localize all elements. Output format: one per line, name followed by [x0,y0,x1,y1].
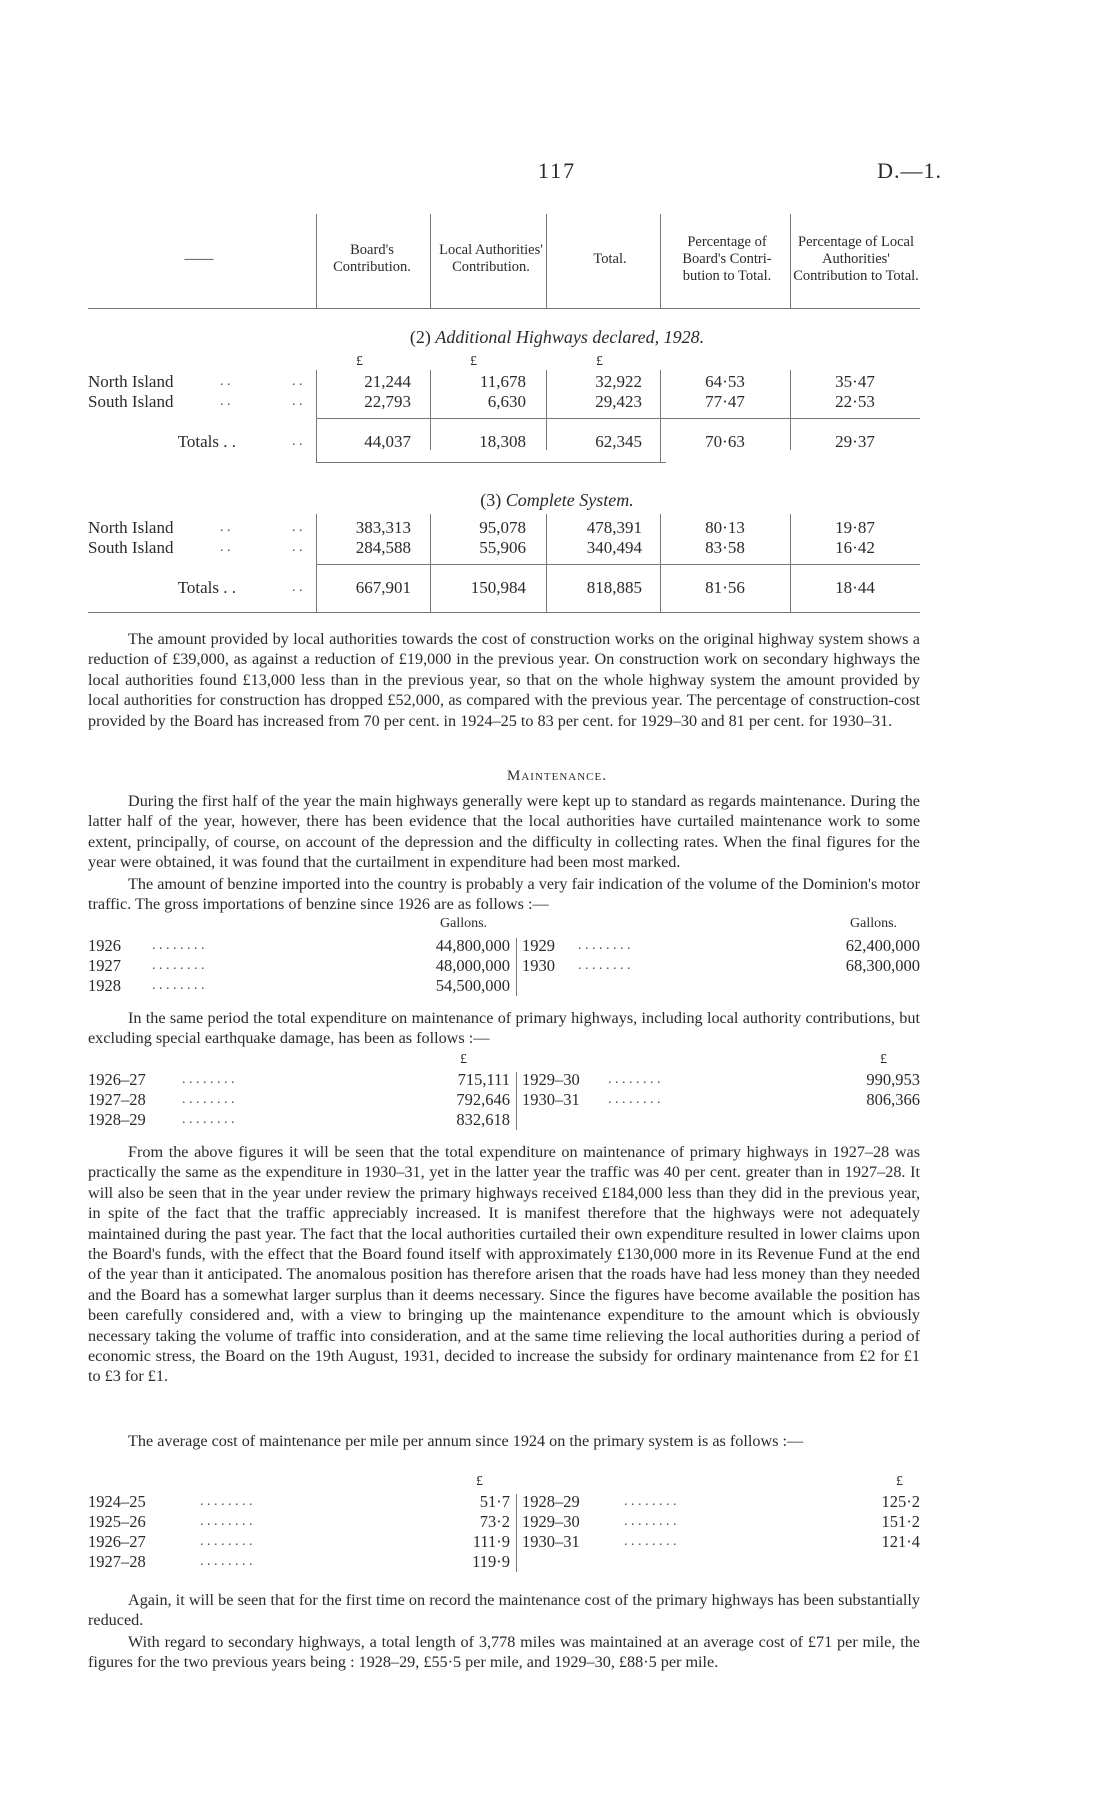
cell-pct-board: 83·58 [705,538,745,557]
leader-dots: . . [292,520,303,535]
divider [790,214,791,308]
unit-label: £ [880,1052,887,1067]
list-item-value: 73·2 [479,1512,510,1531]
document-code: D.—1. [877,158,942,183]
leader-dots: . . [220,394,231,409]
divider [316,418,920,419]
list-item-value: 806,366 [866,1090,920,1109]
paragraph: The amount provided by local authorities towards the cost of construction works on the original highway system shows a reduction of £39,000, as against a reduction of £19,000 in the previous year. On construction work on secondary highways the local authorities found £13,000 less than in the previous year, so that on the whole highway system the amount provided by local authorities for construction has dropped £52,000, as compared with the previous year. The percentage of construction-cost provided by the Board has increased from 70 per cent. in 1924–25 to 83 per cent. for 1929–30 and 81 per cent. for 1930–31. [88,630,920,730]
cell-total: 478,391 [586,518,642,537]
leader-dots: . . . . . . . . [578,938,631,953]
leader-dots: . . . . . . . . [152,958,205,973]
divider [516,1494,517,1572]
cell-boards: 284,588 [355,538,411,557]
leader-dots: . . . . . . . . [608,1092,661,1107]
totals-label: Totals . . [177,578,236,597]
paragraph: In the same period the total expenditure on maintenance of primary highways, including local authority contributions, but excluding special earthquake damage, has been as follows :— [88,1009,920,1048]
divider [546,370,547,450]
leader-dots: . . [292,540,303,555]
leader-dots: . . . . . . . . [182,1072,235,1087]
row-label: South Island [88,538,174,557]
list-item-year: 1930–31 [522,1090,580,1109]
divider [316,462,666,463]
leader-dots: . . [220,520,231,535]
leader-dots: . . . . . . . . [182,1112,235,1127]
list-item-year: 1929–30 [522,1070,580,1089]
divider [546,514,547,612]
cell-boards-total: 667,901 [355,578,411,597]
divider [316,564,920,565]
cell-local-total: 150,984 [470,578,526,597]
leader-dots: . . . . . . . . [624,1534,677,1549]
leader-dots: . . . . . . . . [152,978,205,993]
unit-label: Gallons. [440,916,488,931]
list-item-value: 62,400,000 [845,936,920,955]
list-item-year: 1929–30 [522,1512,580,1531]
cell-boards-total: 44,037 [364,432,411,451]
list-item-year: 1927–28 [88,1090,146,1109]
unit-label: £ [596,354,603,369]
divider [430,370,431,450]
leader-dots: . . [220,540,231,555]
unit-label: £ [356,354,363,369]
list-item-value: 832,618 [456,1110,510,1129]
cell-total-total: 62,345 [595,432,642,451]
cell-pct-local: 19·87 [835,518,875,537]
paragraph: The amount of benzine imported into the country is probably a very fair indication of the volume of the Dominion's motor traffic. The gross importations of benzine since 1926 are as follows :— [88,875,920,914]
leader-dots: . . [292,434,303,449]
cell-boards: 383,313 [355,518,411,537]
leader-dots: . . [292,394,303,409]
leader-dots: . . . . . . . . [624,1494,677,1509]
list-item-year: 1926–27 [88,1532,146,1551]
list-item-value: 111·9 [472,1532,510,1551]
leader-dots: . . . . . . . . [624,1514,677,1529]
paragraph: Again, it will be seen that for the first time on record the maintenance cost of the primary highways has been substantially reduced. [88,1591,920,1630]
cell-pct-board-total: 70·63 [705,432,745,451]
list-item-value: 68,300,000 [845,956,920,975]
divider [546,214,547,308]
unit-label: £ [460,1052,467,1067]
leader-dots: . . . . . . . . [200,1514,253,1529]
unit-label: £ [470,354,477,369]
divider [660,214,661,308]
cell-total: 29,423 [595,392,642,411]
paragraph: From the above figures it will be seen that the total expenditure on maintenance of primary highways in 1927–28 was practically the same as the expenditure in 1930–31, yet in the latter year the traffic was 40 per cent. greater than in 1927–28. It will also be seen that in the year under review the primary highways received £184,000 less than they did in the previous year, in spite of the fact that the traffic appreciably increased. It is manifest therefore that the highways were not adequately maintained during the past year. The fact that the local authorities curtailed their own expenditure resulted in lower claims upon the Board's funds, with the effect that the Board found itself with approximately £130,000 more in its Revenue Fund at the end of the year than it anticipated. The anomalous position has therefore arisen that the roads have had less money than they needed and the Board has a somewhat larger surplus than it deems necessary. Since the figures have become available the position has been carefully considered and, with a view to bringing up the maintenance expenditure to the amount which is obviously necessary taking the volume of traffic into consideration, and at the same time relieving the local authorities during a period of economic stress, the Board on the 19th August, 1931, decided to increase the subsidy for ordinary maintenance from £2 for £1 to £3 for £1. [88,1143,920,1386]
list-item-value: 54,500,000 [435,976,510,995]
list-item-year: 1927–28 [88,1552,146,1571]
leader-dots: . . . . . . . . [200,1554,253,1569]
list-item-value: 125·2 [881,1492,920,1511]
divider [316,214,317,308]
leader-dots: . . [292,374,303,389]
cell-pct-board: 80·13 [705,518,745,537]
row-label: South Island [88,392,174,411]
paragraph: The average cost of maintenance per mile per annum since 1924 on the primary system is as follows :— [128,1432,804,1450]
cell-local: 55,906 [479,538,526,557]
header-pct-local: Percentage of Local Authorities' Contribution to Total. [793,233,919,284]
cell-pct-board: 64·53 [705,372,745,391]
list-item-year: 1929 [522,936,555,955]
leader-dots: . . . . . . . . [182,1092,235,1107]
cell-pct-local-total: 29·37 [835,432,875,451]
list-item-value: 792,646 [456,1090,510,1109]
header-pct-board: Percentage of Board's Contri-bution to Total. [682,233,772,284]
cell-total: 32,922 [595,372,642,391]
unit-label: £ [896,1474,903,1489]
list-item-year: 1928–29 [522,1492,580,1511]
cell-pct-local-total: 18·44 [835,578,875,597]
divider [790,370,791,450]
totals-label: Totals . . [177,432,236,451]
divider [516,1072,517,1130]
cell-boards: 22,793 [364,392,411,411]
page-number: 117 [537,158,577,183]
cell-pct-board: 77·47 [705,392,745,411]
list-item-value: 48,000,000 [435,956,510,975]
leader-dots: . . . . . . . . [200,1534,253,1549]
header-first-col: —— [184,250,214,267]
row-label: North Island [88,372,174,391]
divider [516,938,517,996]
header-boards-contribution: Board's Contribution. [333,242,411,275]
leader-dots: . . . . . . . . [608,1072,661,1087]
divider [316,514,317,612]
divider [660,514,661,612]
unit-label: Gallons. [850,916,898,931]
list-item-year: 1927 [88,956,121,975]
list-item-year: 1926 [88,936,121,955]
list-item-value: 121·4 [881,1532,920,1551]
list-item-value: 151·2 [881,1512,920,1531]
list-item-year: 1924–25 [88,1492,146,1511]
list-item-value: 119·9 [472,1552,510,1571]
cell-total-total: 818,885 [586,578,642,597]
table-header [88,210,920,309]
cell-pct-local: 16·42 [835,538,875,557]
list-item-year: 1928 [88,976,121,995]
leader-dots: . . . . . . . . [578,958,631,973]
list-item-year: 1930–31 [522,1532,580,1551]
list-item-value: 990,953 [866,1070,920,1089]
cell-local-total: 18,308 [479,432,526,451]
list-item-value: 44,800,000 [435,936,510,955]
cell-local: 95,078 [479,518,526,537]
cell-local: 6,630 [487,392,526,411]
list-item-year: 1930 [522,956,555,975]
list-item-value: 715,111 [457,1070,510,1089]
divider [430,214,431,308]
section-2-title: (2) Additional Highways declared, 1928. [409,327,705,347]
list-item-year: 1925–26 [88,1512,146,1531]
divider [316,370,317,462]
leader-dots: . . . . . . . . [152,938,205,953]
maintenance-heading: Maintenance. [507,768,607,784]
row-label: North Island [88,518,174,537]
leader-dots: . . [292,580,303,595]
cell-pct-local: 35·47 [835,372,875,391]
header-total: Total. [593,250,627,267]
list-item-year: 1926–27 [88,1070,146,1089]
list-item-value: 51·7 [479,1492,510,1511]
paragraph: During the first half of the year the main highways generally were kept up to standard as regards maintenance. During the latter half of the year, however, there has been evidence that the local authorities have curtailed maintenance work to some extent, principally, of course, on account of the depression and the difficulty in collecting rates. When the final figures for the year were obtained, it was found that the curtailment in expenditure had been most marked. [88,792,920,872]
header-local-contribution: Local Authorities' Contribution. [439,242,543,275]
list-item-year: 1928–29 [88,1110,146,1129]
divider [430,514,431,612]
cell-boards: 21,244 [364,372,411,391]
leader-dots: . . . . . . . . [200,1494,253,1509]
divider [88,612,920,613]
divider [660,370,661,462]
section-3-title: (3) Complete System. [480,490,634,510]
paragraph: With regard to secondary highways, a total length of 3,778 miles was maintained at an average cost of £71 per mile, the figures for the two previous years being : 1928–29, £55·5 per mile, and 1929–30, £88·5 per mile. [88,1633,920,1672]
unit-label: £ [476,1474,483,1489]
leader-dots: . . [220,374,231,389]
cell-pct-board-total: 81·56 [705,578,745,597]
cell-total: 340,494 [586,538,642,557]
divider [790,514,791,612]
cell-pct-local: 22·53 [835,392,875,411]
cell-local: 11,678 [479,372,526,391]
